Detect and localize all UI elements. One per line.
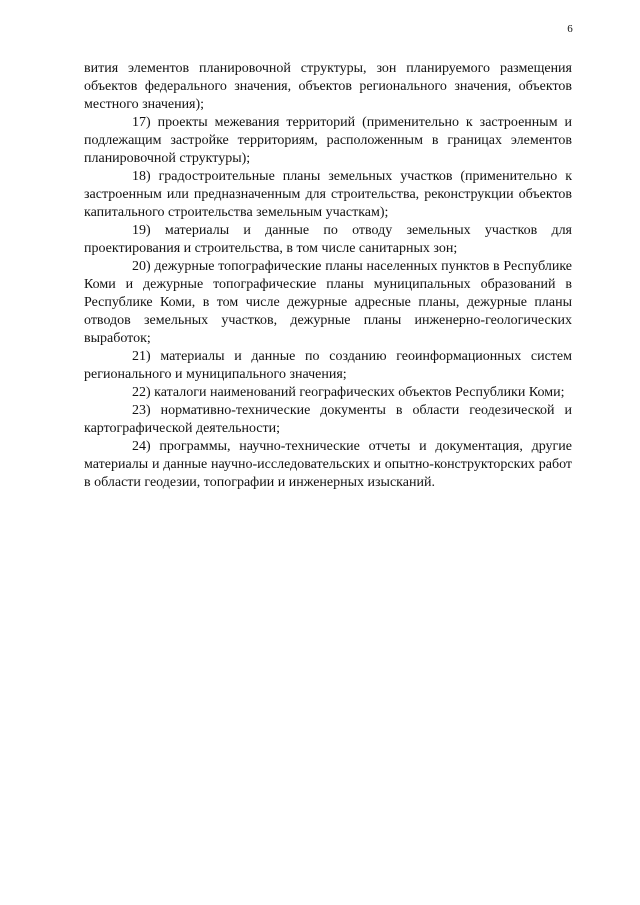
paragraph-continuation: вития элементов планировочной структуры, зон планируемого размещения объектов федерального значения, объектов регионального значения, объектов местного значения); [84, 61, 572, 112]
page-number: 6 [567, 23, 573, 35]
list-item-19: 19) материалы и данные по отводу земельных участков для проектирования и строительства, в том числе санитарных зон; [84, 223, 572, 256]
list-item-17: 17) проекты межевания территорий (применительно к застроенным и подлежащим застройке территориям, расположенным в границах элементов планировочной структуры); [84, 115, 572, 166]
list-item-20: 20) дежурные топографические планы населенных пунктов в Республике Коми и дежурные топографические планы муниципальных образований в Республике Коми, в том числе дежурные адресные планы, дежурные планы отводов земельных участков, дежурные планы инженерно-геологических выработок; [84, 259, 572, 346]
list-item-18: 18) градостроительные планы земельных участков (применительно к застроенным или предназначенным для строительства, реконструкции объектов капитального строительства земельным участкам); [84, 169, 572, 220]
list-item-21: 21) материалы и данные по созданию геоинформационных систем регионального и муниципального значения; [84, 349, 572, 382]
list-item-23: 23) нормативно-технические документы в области геодезической и картографической деятельности; [84, 403, 572, 436]
list-item-22: 22) каталоги наименований географических объектов Республики Коми; [132, 385, 565, 400]
list-item-24: 24) программы, научно-технические отчеты и документация, другие материалы и данные научно-исследовательских и опытно-конструкторских работ в области геодезии, топографии и инженерных изысканий. [84, 439, 572, 490]
document-body [84, 60, 572, 492]
